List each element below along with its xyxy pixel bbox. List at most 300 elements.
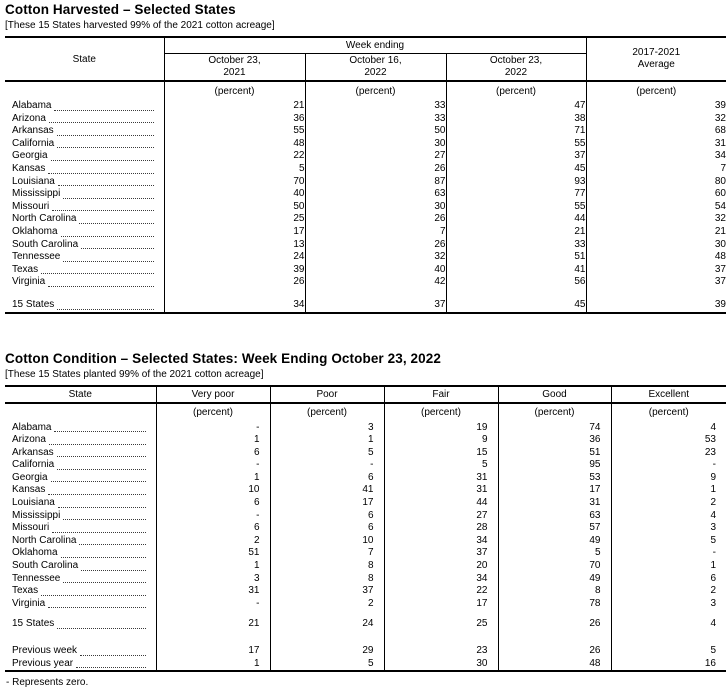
harvested-note: [These 15 States harvested 99% of the 2021 cotton acreage] xyxy=(5,20,726,32)
state-cell xyxy=(5,163,164,176)
table-row xyxy=(5,585,726,598)
value-cell-oct23-2022: 45 xyxy=(446,299,586,313)
state-cell xyxy=(5,447,156,460)
value-cell-average: 60 xyxy=(586,188,726,201)
state-cell xyxy=(5,113,164,126)
value-cell-very-poor: 51 xyxy=(156,547,270,560)
value-cell-average: 37 xyxy=(586,264,726,277)
state-cell xyxy=(5,239,164,252)
empty-cell xyxy=(5,610,156,618)
value-cell-excellent: 2 xyxy=(611,497,726,510)
value-cell-poor: 3 xyxy=(270,422,384,435)
value-cell-fair: 34 xyxy=(384,573,498,586)
table-row xyxy=(5,264,726,277)
state-cell xyxy=(5,560,156,573)
value-cell-oct16-2022: 37 xyxy=(305,299,446,313)
value-cell-excellent: 5 xyxy=(611,645,726,658)
row-label: Previous week xyxy=(12,645,77,658)
value-cell-oct16-2022: 26 xyxy=(305,163,446,176)
value-cell-oct16-2022: 30 xyxy=(305,201,446,214)
value-cell-oct23-2022: 41 xyxy=(446,264,586,277)
value-cell-poor: 8 xyxy=(270,573,384,586)
state-cell xyxy=(5,226,164,239)
unit-label: (percent) xyxy=(156,403,270,422)
state-cell xyxy=(5,497,156,510)
state-cell xyxy=(5,188,164,201)
state-name: Oklahoma xyxy=(12,226,58,239)
empty-cell xyxy=(586,289,726,299)
unit-label: (percent) xyxy=(384,403,498,422)
state-cell xyxy=(5,434,156,447)
empty-cell xyxy=(305,289,446,299)
table-row xyxy=(5,125,726,138)
state-cell xyxy=(5,547,156,560)
value-cell-oct16-2022: 30 xyxy=(305,138,446,151)
value-cell-poor: 10 xyxy=(270,535,384,548)
value-cell-fair: 28 xyxy=(384,522,498,535)
row-label: Previous year xyxy=(12,658,73,671)
value-cell-fair: 20 xyxy=(384,560,498,573)
state-cell xyxy=(5,138,164,151)
value-cell-poor: 37 xyxy=(270,585,384,598)
empty-cell xyxy=(5,81,164,100)
value-cell-oct23-2022: 37 xyxy=(446,150,586,163)
state-cell xyxy=(5,484,156,497)
state-cell xyxy=(5,251,164,264)
value-cell-very-poor: 21 xyxy=(156,618,270,631)
value-cell-excellent: 6 xyxy=(611,573,726,586)
state-name: 15 States xyxy=(12,618,54,631)
value-cell-excellent: 3 xyxy=(611,522,726,535)
value-cell-good: 53 xyxy=(498,472,611,485)
value-cell-oct23-2022: 93 xyxy=(446,176,586,189)
table-row xyxy=(5,113,726,126)
value-cell-oct23-2021: 50 xyxy=(164,201,305,214)
table-row xyxy=(5,547,726,560)
value-cell-poor: 6 xyxy=(270,472,384,485)
previous-week-row xyxy=(5,645,726,658)
value-cell-fair: 31 xyxy=(384,472,498,485)
state-name: Arizona xyxy=(12,113,46,126)
state-name: North Carolina xyxy=(12,213,76,226)
empty-cell xyxy=(164,289,305,299)
value-cell-good: 95 xyxy=(498,459,611,472)
state-cell xyxy=(5,472,156,485)
value-cell-very-poor: - xyxy=(156,459,270,472)
value-cell-average: 39 xyxy=(586,100,726,113)
dotted-leader xyxy=(57,308,153,310)
value-cell-oct23-2021: 21 xyxy=(164,100,305,113)
value-cell-oct23-2021: 40 xyxy=(164,188,305,201)
state-cell xyxy=(5,510,156,523)
unit-label: (percent) xyxy=(305,81,446,100)
value-cell-poor: 6 xyxy=(270,522,384,535)
dotted-leader xyxy=(79,222,153,224)
value-cell-average: 80 xyxy=(586,176,726,189)
dotted-leader xyxy=(51,480,146,482)
state-name: Kansas xyxy=(12,163,45,176)
value-cell-excellent: 4 xyxy=(611,510,726,523)
state-name: Louisiana xyxy=(12,497,55,510)
dotted-leader xyxy=(48,493,145,495)
col-header-excellent: Excellent xyxy=(611,386,726,403)
state-name: Virginia xyxy=(12,598,45,611)
value-cell-average: 32 xyxy=(586,113,726,126)
value-cell-very-poor: 6 xyxy=(156,522,270,535)
dotted-leader xyxy=(57,468,145,470)
value-cell-oct23-2022: 33 xyxy=(446,239,586,252)
value-cell-oct16-2022: 26 xyxy=(305,239,446,252)
value-cell-good: 36 xyxy=(498,434,611,447)
state-cell xyxy=(5,645,156,658)
dotted-leader xyxy=(58,506,146,508)
table-row xyxy=(5,484,726,497)
state-name: Arkansas xyxy=(12,447,54,460)
dotted-leader xyxy=(61,235,154,237)
value-cell-oct23-2022: 21 xyxy=(446,226,586,239)
value-cell-good: 51 xyxy=(498,447,611,460)
value-cell-good: 5 xyxy=(498,547,611,560)
value-cell-oct23-2022: 38 xyxy=(446,113,586,126)
col-header-oct23-2022 xyxy=(446,54,586,82)
value-cell-average: 48 xyxy=(586,251,726,264)
value-cell-good: 26 xyxy=(498,645,611,658)
empty-cell xyxy=(270,631,384,645)
state-name: Virginia xyxy=(12,276,45,289)
value-cell-very-poor: 6 xyxy=(156,447,270,460)
empty-cell xyxy=(156,610,270,618)
col-header-week-ending: Week ending xyxy=(164,37,586,54)
state-name: Tennessee xyxy=(12,573,60,586)
value-cell-oct23-2021: 22 xyxy=(164,150,305,163)
table-row xyxy=(5,522,726,535)
value-cell-good: 31 xyxy=(498,497,611,510)
empty-cell xyxy=(5,403,156,422)
value-cell-oct23-2022: 77 xyxy=(446,188,586,201)
value-cell-excellent: 4 xyxy=(611,618,726,631)
value-cell-very-poor: 2 xyxy=(156,535,270,548)
state-name: Texas xyxy=(12,264,38,277)
state-cell xyxy=(5,276,164,289)
value-cell-very-poor: 31 xyxy=(156,585,270,598)
value-cell-poor: 1 xyxy=(270,434,384,447)
value-cell-oct16-2022: 27 xyxy=(305,150,446,163)
empty-cell xyxy=(446,289,586,299)
header-line: October 23, xyxy=(447,55,586,67)
value-cell-very-poor: 1 xyxy=(156,434,270,447)
col-header-poor: Poor xyxy=(270,386,384,403)
dotted-leader xyxy=(49,121,154,123)
dotted-leader xyxy=(81,569,145,571)
value-cell-good: 8 xyxy=(498,585,611,598)
value-cell-excellent: 53 xyxy=(611,434,726,447)
value-cell-average: 68 xyxy=(586,125,726,138)
col-header-average xyxy=(586,37,726,81)
value-cell-good: 78 xyxy=(498,598,611,611)
value-cell-oct16-2022: 7 xyxy=(305,226,446,239)
value-cell-oct16-2022: 32 xyxy=(305,251,446,264)
dotted-leader xyxy=(76,666,145,668)
table-row xyxy=(5,560,726,573)
spacer-row xyxy=(5,610,726,618)
col-header-very-poor: Very poor xyxy=(156,386,270,403)
header-line: 2021 xyxy=(165,67,305,79)
value-cell-fair: 37 xyxy=(384,547,498,560)
value-cell-oct23-2022: 55 xyxy=(446,138,586,151)
dotted-leader xyxy=(52,209,153,211)
header-line: Average xyxy=(587,59,727,71)
table-row xyxy=(5,201,726,214)
dotted-leader xyxy=(49,443,146,445)
state-name: 15 States xyxy=(12,299,54,312)
col-header-state: State xyxy=(5,37,164,81)
col-header-oct23-2021 xyxy=(164,54,305,82)
value-cell-very-poor: 1 xyxy=(156,560,270,573)
value-cell-oct23-2022: 56 xyxy=(446,276,586,289)
value-cell-oct23-2022: 44 xyxy=(446,213,586,226)
value-cell-oct23-2021: 48 xyxy=(164,138,305,151)
col-header-fair: Fair xyxy=(384,386,498,403)
value-cell-very-poor: - xyxy=(156,510,270,523)
table-row xyxy=(5,213,726,226)
value-cell-average: 34 xyxy=(586,150,726,163)
header-line: 2022 xyxy=(306,67,446,79)
table-row xyxy=(5,510,726,523)
state-cell xyxy=(5,585,156,598)
value-cell-very-poor: 10 xyxy=(156,484,270,497)
empty-cell xyxy=(384,631,498,645)
total-row xyxy=(5,618,726,631)
value-cell-poor: 17 xyxy=(270,497,384,510)
header-line: 2022 xyxy=(447,67,586,79)
value-cell-very-poor: 6 xyxy=(156,497,270,510)
dotted-leader xyxy=(51,159,154,161)
empty-cell xyxy=(498,610,611,618)
value-cell-very-poor: 1 xyxy=(156,472,270,485)
value-cell-excellent: 1 xyxy=(611,560,726,573)
state-name: Alabama xyxy=(12,422,51,435)
value-cell-fair: 5 xyxy=(384,459,498,472)
table-row xyxy=(5,251,726,264)
value-cell-oct23-2021: 26 xyxy=(164,276,305,289)
dotted-leader xyxy=(58,184,154,186)
value-cell-excellent: - xyxy=(611,459,726,472)
dotted-leader xyxy=(57,134,154,136)
header-line: 2017-2021 xyxy=(587,47,727,59)
empty-cell xyxy=(156,631,270,645)
value-cell-very-poor: 1 xyxy=(156,658,270,672)
value-cell-good: 17 xyxy=(498,484,611,497)
state-cell xyxy=(5,658,156,672)
col-header-good: Good xyxy=(498,386,611,403)
value-cell-fair: 23 xyxy=(384,645,498,658)
value-cell-oct23-2021: 24 xyxy=(164,251,305,264)
condition-table xyxy=(5,385,726,673)
table-row xyxy=(5,434,726,447)
value-cell-excellent: - xyxy=(611,547,726,560)
state-cell xyxy=(5,522,156,535)
dotted-leader xyxy=(61,556,146,558)
value-cell-oct23-2021: 55 xyxy=(164,125,305,138)
value-cell-average: 32 xyxy=(586,213,726,226)
value-cell-average: 21 xyxy=(586,226,726,239)
dotted-leader xyxy=(48,172,153,174)
empty-cell xyxy=(5,289,164,299)
value-cell-oct23-2021: 34 xyxy=(164,299,305,313)
value-cell-poor: - xyxy=(270,459,384,472)
table-row xyxy=(5,573,726,586)
unit-label: (percent) xyxy=(270,403,384,422)
dotted-leader xyxy=(63,518,145,520)
dotted-leader xyxy=(41,272,153,274)
state-name: California xyxy=(12,459,54,472)
value-cell-fair: 34 xyxy=(384,535,498,548)
state-name: Louisiana xyxy=(12,176,55,189)
empty-cell xyxy=(611,610,726,618)
table-row xyxy=(5,138,726,151)
dotted-leader xyxy=(54,109,153,111)
table-row xyxy=(5,459,726,472)
state-name: California xyxy=(12,138,54,151)
state-cell xyxy=(5,264,164,277)
unit-label: (percent) xyxy=(164,81,305,100)
value-cell-oct23-2021: 25 xyxy=(164,213,305,226)
state-name: Arkansas xyxy=(12,125,54,138)
value-cell-oct23-2021: 5 xyxy=(164,163,305,176)
condition-section xyxy=(5,351,726,689)
unit-label: (percent) xyxy=(498,403,611,422)
state-name: Kansas xyxy=(12,484,45,497)
state-name: South Carolina xyxy=(12,239,78,252)
value-cell-good: 57 xyxy=(498,522,611,535)
state-name: Texas xyxy=(12,585,38,598)
dotted-leader xyxy=(57,627,145,629)
dotted-leader xyxy=(57,455,146,457)
header-line: October 16, xyxy=(306,55,446,67)
col-header-state: State xyxy=(5,386,156,403)
harvested-section xyxy=(5,2,726,314)
value-cell-oct23-2022: 51 xyxy=(446,251,586,264)
value-cell-excellent: 9 xyxy=(611,472,726,485)
state-name: Alabama xyxy=(12,100,51,113)
value-cell-poor: 7 xyxy=(270,547,384,560)
state-cell xyxy=(5,125,164,138)
table-row xyxy=(5,276,726,289)
value-cell-oct23-2022: 55 xyxy=(446,201,586,214)
dotted-leader xyxy=(63,197,153,199)
value-cell-good: 49 xyxy=(498,573,611,586)
value-cell-fair: 30 xyxy=(384,658,498,672)
empty-cell xyxy=(384,610,498,618)
previous-year-row xyxy=(5,658,726,672)
value-cell-oct23-2021: 39 xyxy=(164,264,305,277)
state-cell xyxy=(5,459,156,472)
value-cell-average: 30 xyxy=(586,239,726,252)
state-name: Georgia xyxy=(12,472,48,485)
table-row xyxy=(5,535,726,548)
state-name: South Carolina xyxy=(12,560,78,573)
table-row xyxy=(5,176,726,189)
dotted-leader xyxy=(48,606,145,608)
table-row xyxy=(5,100,726,113)
empty-cell xyxy=(5,631,156,645)
state-cell xyxy=(5,598,156,611)
dotted-leader xyxy=(54,430,145,432)
value-cell-poor: 8 xyxy=(270,560,384,573)
state-name: Oklahoma xyxy=(12,547,58,560)
value-cell-good: 48 xyxy=(498,658,611,672)
empty-cell xyxy=(611,631,726,645)
value-cell-oct16-2022: 87 xyxy=(305,176,446,189)
value-cell-fair: 15 xyxy=(384,447,498,460)
value-cell-average: 39 xyxy=(586,299,726,313)
value-cell-fair: 44 xyxy=(384,497,498,510)
value-cell-fair: 22 xyxy=(384,585,498,598)
dotted-leader xyxy=(57,146,153,148)
footnote: - Represents zero. xyxy=(5,677,726,689)
value-cell-average: 7 xyxy=(586,163,726,176)
value-cell-average: 31 xyxy=(586,138,726,151)
value-cell-poor: 2 xyxy=(270,598,384,611)
value-cell-oct23-2022: 47 xyxy=(446,100,586,113)
dotted-leader xyxy=(63,260,153,262)
value-cell-poor: 29 xyxy=(270,645,384,658)
value-cell-oct23-2022: 71 xyxy=(446,125,586,138)
state-cell xyxy=(5,422,156,435)
state-name: Missouri xyxy=(12,522,49,535)
dotted-leader xyxy=(48,285,153,287)
value-cell-oct16-2022: 33 xyxy=(305,113,446,126)
header-row-week-ending xyxy=(5,37,726,54)
col-header-oct16-2022 xyxy=(305,54,446,82)
value-cell-poor: 5 xyxy=(270,658,384,672)
spacer-row xyxy=(5,289,726,299)
value-cell-oct16-2022: 40 xyxy=(305,264,446,277)
empty-cell xyxy=(270,610,384,618)
value-cell-oct23-2021: 70 xyxy=(164,176,305,189)
dotted-leader xyxy=(41,594,145,596)
state-cell xyxy=(5,618,156,631)
state-cell xyxy=(5,573,156,586)
dotted-leader xyxy=(81,247,153,249)
value-cell-average: 37 xyxy=(586,276,726,289)
table-row xyxy=(5,239,726,252)
empty-cell xyxy=(498,631,611,645)
value-cell-oct16-2022: 26 xyxy=(305,213,446,226)
state-cell xyxy=(5,201,164,214)
value-cell-excellent: 23 xyxy=(611,447,726,460)
value-cell-poor: 6 xyxy=(270,510,384,523)
value-cell-good: 63 xyxy=(498,510,611,523)
value-cell-good: 49 xyxy=(498,535,611,548)
value-cell-oct16-2022: 42 xyxy=(305,276,446,289)
value-cell-fair: 31 xyxy=(384,484,498,497)
unit-row xyxy=(5,403,726,422)
dotted-leader xyxy=(52,531,145,533)
value-cell-oct23-2021: 13 xyxy=(164,239,305,252)
value-cell-very-poor: - xyxy=(156,422,270,435)
dotted-leader xyxy=(79,543,145,545)
value-cell-very-poor: 17 xyxy=(156,645,270,658)
value-cell-oct16-2022: 63 xyxy=(305,188,446,201)
state-cell xyxy=(5,213,164,226)
value-cell-average: 54 xyxy=(586,201,726,214)
table-row xyxy=(5,497,726,510)
dotted-leader xyxy=(63,581,145,583)
header-row xyxy=(5,386,726,403)
total-row xyxy=(5,299,726,313)
harvested-title: Cotton Harvested – Selected States xyxy=(5,2,726,18)
